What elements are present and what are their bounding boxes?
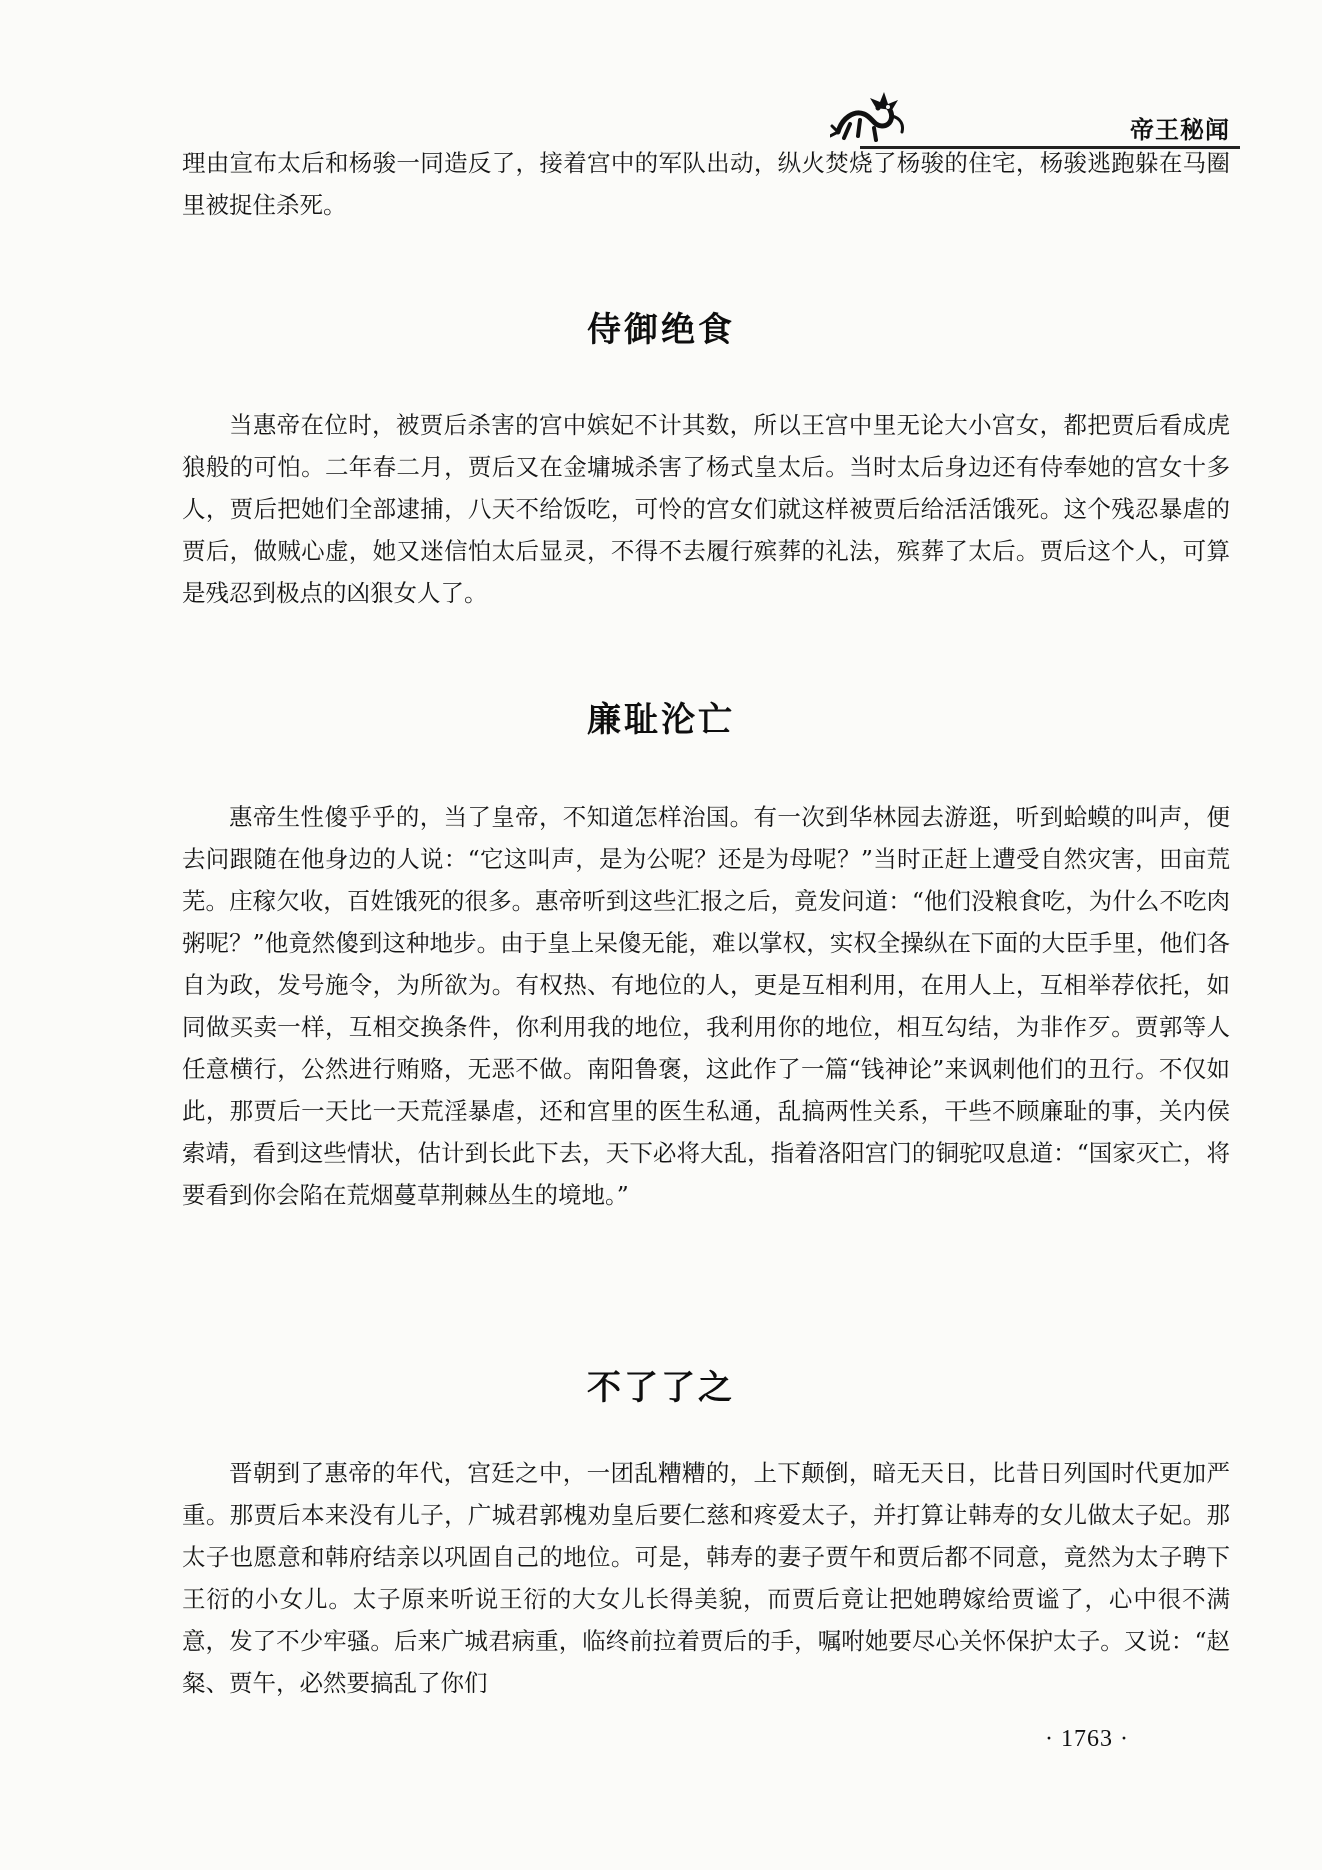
section-body [182, 404, 1230, 614]
section-heading: 不了了之 [587, 1368, 735, 1408]
section-body [182, 1452, 1230, 1704]
section-paragraph: 晋朝到了惠帝的年代，宫廷之中，一团乱糟糟的，上下颠倒，暗无天日，比昔日列国时代更加严重。那贾后本来没有儿子，广城君郭槐劝皇后要仁慈和疼爱太子，并打算让韩寿的女儿做太子妃。那太子也愿意和韩府结亲以巩固自己的地位。可是，韩寿的妻子贾午和贾后都不同意，竟然为太子聘下王衍的小女儿。太子原来听说王衍的大女儿长得美貌，而贾后竟让把她聘嫁给贾谧了，心中很不满意，发了不少牢骚。后来广城君病重，临终前拉着贾后的手，嘱咐她要尽心关怀保护太子。又说：“赵粲、贾午，必然要搞乱了你们 [182, 1459, 1230, 1697]
section-paragraph: 惠帝生性傻乎乎的，当了皇帝，不知道怎样治国。有一次到华林园去游逛，听到蛤蟆的叫声，便去问跟随在他身边的人说：“它这叫声，是为公呢？还是为母呢？”当时正赶上遭受自然灾害，田亩荒芜。庄稼欠收，百姓饿死的很多。惠帝听到这些汇报之后，竟发问道：“他们没粮食吃，为什么不吃肉粥呢？”他竟然傻到这种地步。由于皇上呆傻无能，难以掌权，实权全操纵在下面的大臣手里，他们各自为政，发号施令，为所欲为。有权热、有地位的人，更是互相利用，在用人上，互相举荐依托，如同做买卖一样，互相交换条件，你利用我的地位，我利用你的地位，相互勾结，为非作歹。贾郭等人任意横行，公然进行贿赂，无恶不做。南阳鲁褒，这此作了一篇“钱神论”来讽刺他们的丑行。不仅如此，那贾后一天比一天荒淫暴虐，还和宫里的医生私通，乱搞两性关系，干些不顾廉耻的事，关内侯索靖，看到这些情状，估计到长此下去，天下必将大乱，指着洛阳宫门的铜驼叹息道：“国家灭亡，将要看到你会陷在荒烟蔓草荆棘丛生的境地。” [182, 803, 1230, 1209]
intro-text [182, 142, 1230, 226]
dragon-emblem-icon [830, 80, 910, 146]
page-number: · 1763 · [1045, 1726, 1129, 1752]
section-paragraph: 当惠帝在位时，被贾后杀害的宫中嫔妃不计其数，所以王宫中里无论大小宫女，都把贾后看成虎狼般的可怕。二年春二月，贾后又在金墉城杀害了杨式皇太后。当时太后身边还有侍奉她的宫女十多人，贾后把她们全部逮捕，八天不给饭吃，可怜的宫女们就这样被贾后给活活饿死。这个残忍暴虐的贾后，做贼心虚，她又迷信怕太后显灵，不得不去履行殡葬的礼法，殡葬了太后。贾后这个人，可算是残忍到极点的凶狠女人了。 [182, 411, 1230, 607]
intro-paragraph: 理由宣布太后和杨骏一同造反了，接着宫中的军队出动，纵火焚烧了杨骏的住宅，杨骏逃跑躲在马圈里被捉住杀死。 [182, 149, 1230, 219]
running-header [820, 80, 1240, 150]
running-header-title: 帝王秘闻 [1130, 116, 1230, 144]
section-heading: 廉耻沦亡 [587, 700, 735, 740]
section-heading: 侍御绝食 [587, 310, 735, 350]
section-body [182, 796, 1230, 1216]
